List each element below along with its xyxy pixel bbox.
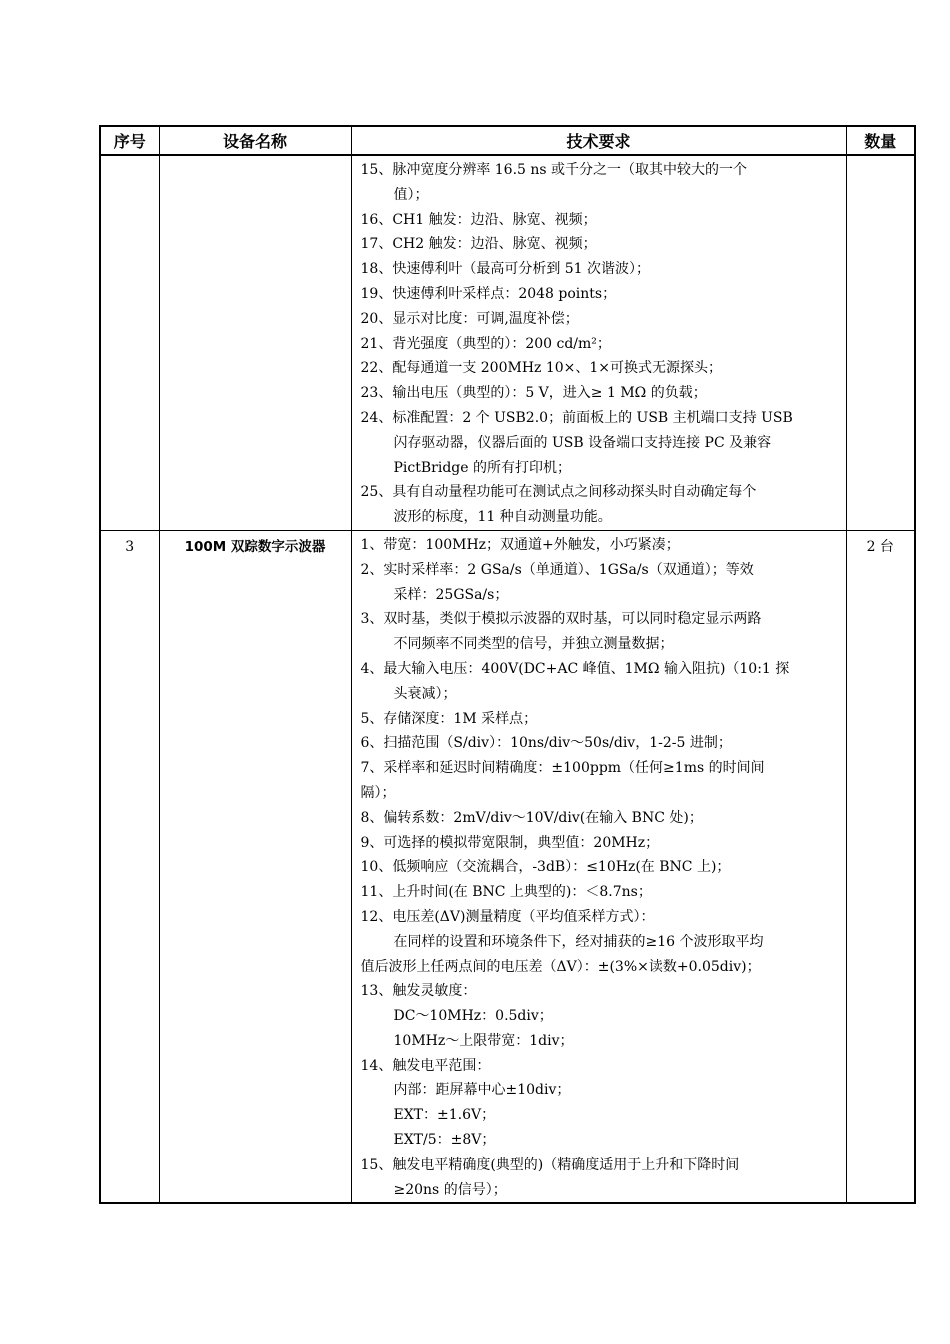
requirement-line: 16、CH1 触发：边沿、脉宽、视频； [360,211,597,228]
requirement-line: 隔）； [360,784,396,801]
seq-cell: 3 [100,530,159,1203]
header-quantity: 数量 [846,126,915,155]
requirement-line: EXT：±1.6V； [393,1107,496,1124]
requirement-line: 21、背光强度（典型的）：200 cd/m²； [360,335,611,352]
requirement-line: 在同样的设置和环境条件下，经对捕获的≥16 个波形取平均 [393,933,764,950]
requirement-line: 25、具有自动量程功能可在测试点之间移动探头时自动确定每个 [360,484,757,501]
requirement-line: 6、扫描范围（S/div）：10ns/div～50s/div，1-2-5 进制； [360,735,732,752]
requirement-line: 12、电压差(ΔV)测量精度（平均值采样方式）： [360,908,655,925]
requirement-line: 值后波形上任两点间的电压差（ΔV）：±(3%×读数+0.05div)； [360,958,761,975]
requirement-line: 5、存储深度：1M 采样点； [360,710,538,727]
requirement-line: 13、触发灵敏度： [360,983,477,1000]
requirement-line: 11、上升时间(在 BNC 上典型的)：＜8.7ns； [360,884,652,901]
header-tech-requirements: 技术要求 [351,126,846,155]
requirement-line: 2、实时采样率：2 GSa/s（单通道）、1GSa/s（双通道）；等效 [360,561,754,578]
device-name-cell [159,155,351,530]
spec-table [99,125,916,1204]
header-seq: 序号 [100,126,159,155]
requirement-line: 采样：25GSa/s； [393,586,509,603]
device-name-cell: 100M 双踪数字示波器 [159,530,351,1203]
requirement-line: 7、采样率和延迟时间精确度：±100ppm（任何≥1ms 的时间间 [360,760,765,777]
quantity-cell: 2 台 [846,530,915,1203]
requirements-cell [351,155,846,530]
quantity-cell [846,155,915,530]
requirement-line: 19、快速傅利叶采样点：2048 points； [360,285,617,302]
requirement-line: 14、触发电平范围： [360,1057,491,1074]
requirement-line: 20、显示对比度：可调,温度补偿； [360,310,579,327]
requirement-line: 8、偏转系数：2mV/div～10V/div(在输入 BNC 处)； [360,809,703,826]
requirement-line: 17、CH2 触发：边沿、脉宽、视频； [360,236,597,253]
requirement-line: 波形的标度，11 种自动测量功能。 [393,509,612,526]
requirement-line: DC～10MHz：0.5div； [393,1008,553,1025]
requirement-line: 4、最大输入电压：400V(DC+AC 峰值、1MΩ 输入阻抗)（10:1 探 [360,660,790,677]
seq-cell [100,155,159,530]
requirement-line: 24、标准配置：2 个 USB2.0；前面板上的 USB 主机端口支持 USB [360,409,793,426]
requirement-line: 9、可选择的模拟带宽限制，典型值：20MHz； [360,834,660,851]
requirement-line: 23、输出电压（典型的）：5 V，进入≥ 1 MΩ 的负载； [360,385,707,402]
requirement-line: 15、脉冲宽度分辨率 16.5 ns 或千分之一（取其中较大的一个 [360,162,748,178]
requirement-line: 18、快速傅利叶（最高可分析到 51 次谐波）； [360,261,651,278]
requirement-line: 10、低频响应（交流耦合，-3dB）：≤10Hz(在 BNC 上)； [360,859,731,876]
requirements-cell [351,530,846,1203]
requirement-line: ≥20ns 的信号）； [393,1181,507,1198]
requirement-line: 值）； [393,186,429,203]
requirement-line: PictBridge 的所有打印机； [393,459,571,476]
requirement-line: 不同频率不同类型的信号，并独立测量数据； [393,636,674,653]
requirement-line: 10MHz～上限带宽：1div； [393,1032,574,1049]
requirement-line: 闪存驱动器，仪器后面的 USB 设备端口支持连接 PC 及兼容 [393,434,772,451]
requirement-line: 3、双时基，类似于模拟示波器的双时基，可以同时稳定显示两路 [360,611,762,628]
requirement-line: 头衰减）； [393,685,457,702]
requirement-line: 22、配每通道一支 200MHz 10×、1×可换式无源探头； [360,360,723,377]
table-header-row [100,126,915,155]
table-row [100,530,915,1203]
requirement-line: 1、带宽：100MHz；双通道+外触发，小巧紧凑； [360,536,680,553]
requirement-line: EXT/5：±8V； [393,1132,496,1149]
header-device-name: 设备名称 [159,126,351,155]
requirement-line: 内部：距屏幕中心±10div； [393,1082,571,1099]
requirement-line: 15、触发电平精确度(典型的)（精确度适用于上升和下降时间 [360,1156,740,1173]
table-row [100,155,915,530]
